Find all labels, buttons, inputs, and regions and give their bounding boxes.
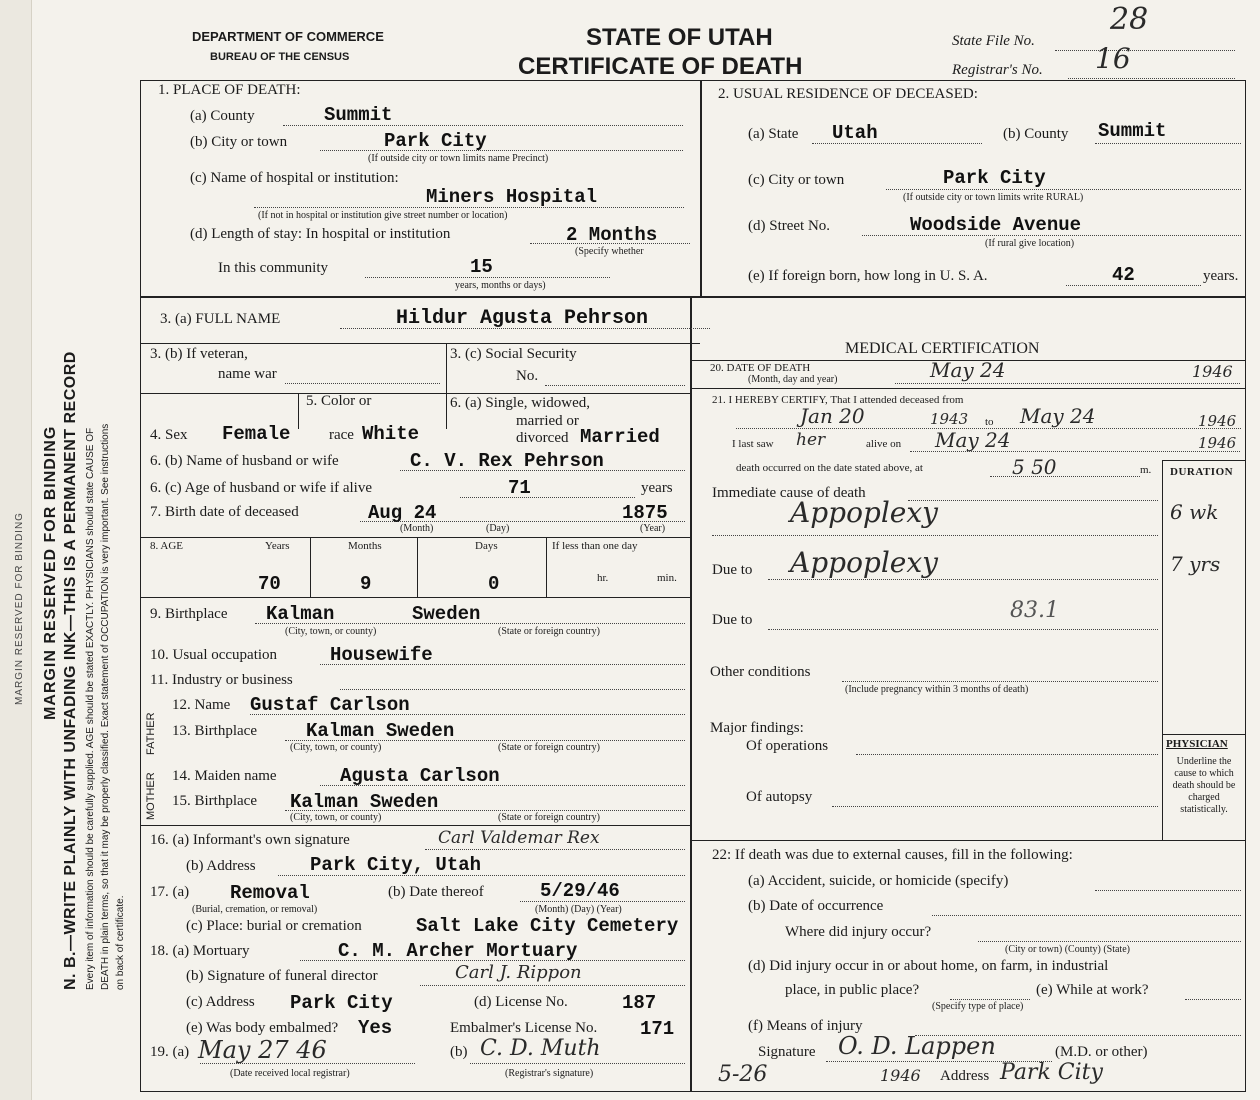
attended-to-label: to <box>985 416 994 428</box>
means-label: (f) Means of injury <box>748 1018 863 1034</box>
home-label-2: place, in public place? <box>785 982 920 998</box>
father-side-label: FATHER <box>145 712 157 755</box>
edge-binding-note: MARGIN RESERVED FOR BINDING <box>14 512 25 705</box>
veteran-label-2: name war <box>218 366 277 382</box>
sex-label: 4. Sex <box>150 427 188 443</box>
mortuary-address-value: Park City <box>290 992 393 1014</box>
received-date: May 27 46 <box>198 1036 327 1064</box>
age-months-value: 9 <box>360 573 372 595</box>
stay-note: (Specify whether <box>575 246 644 257</box>
autopsy-label: Of autopsy <box>746 789 813 805</box>
res-street-note: (If rural give location) <box>985 238 1075 249</box>
res-county-label: (b) County <box>1003 126 1069 142</box>
age-days-label: Days <box>475 540 498 552</box>
margin-instructions-2: DEATH in plain terms, so that it may be properly classified. Exact statement of OCCUPATION is very important. See instructions <box>100 423 111 990</box>
state-title: STATE OF UTAH <box>586 24 773 51</box>
marital-label-1: 6. (a) Single, widowed, <box>450 395 590 411</box>
home-label-1: (d) Did injury occur in or about home, on farm, in industrial <box>748 958 1109 974</box>
occurred-time: 5 50 <box>1012 455 1057 479</box>
community-value: 15 <box>470 256 493 278</box>
death-city-label: (b) City or town <box>190 134 288 150</box>
spouse-age-unit: years <box>641 480 673 496</box>
physician-signature: O. D. Lappen <box>838 1032 996 1060</box>
industry-label: 11. Industry or business <box>150 672 293 688</box>
occupation-value: Housewife <box>330 644 433 666</box>
disposition-note: (Burial, cremation, or removal) <box>192 904 318 915</box>
license-value: 187 <box>622 992 657 1014</box>
registrar-number-label: Registrar's No. <box>952 62 1043 78</box>
cause-code: 83.1 <box>1010 598 1059 623</box>
burial-place-value: Salt Lake City Cemetery <box>416 915 679 937</box>
embalmed-label: (e) Was body embalmed? <box>186 1020 339 1036</box>
father-birthplace-label: 13. Birthplace <box>172 723 257 739</box>
due-to-duration-1: 7 yrs <box>1170 552 1221 576</box>
stay-label: (d) Length of stay: In hospital or institution <box>190 226 451 242</box>
birthplace-country-note: (State or foreign country) <box>498 626 600 637</box>
funeral-director-label: (b) Signature of funeral director <box>186 968 378 984</box>
mother-maiden-label: 14. Maiden name <box>172 768 277 784</box>
alive-on-label: alive on <box>866 438 902 450</box>
external-causes-label: 22: If death was due to external causes, fill in the following: <box>712 847 1073 863</box>
ss-label: 3. (c) Social Security <box>450 346 577 362</box>
res-foreign-label: (e) If foreign born, how long in U. S. A. <box>748 268 988 284</box>
immediate-cause-value: Appoplexy <box>790 496 938 529</box>
ss-label-2: No. <box>516 368 539 384</box>
bureau-heading: BUREAU OF THE CENSUS <box>210 51 350 63</box>
birthplace-country: Sweden <box>412 603 481 625</box>
disposition-label: 17. (a) <box>150 884 190 900</box>
res-city-note: (If outside city or town limits write RURAL) <box>903 192 1084 203</box>
age-min-label: min. <box>657 572 677 584</box>
birth-date-label: 7. Birth date of deceased <box>150 504 299 520</box>
race-value: White <box>362 423 420 445</box>
sig-address-value: Park City <box>1000 1060 1103 1085</box>
death-city-note: (If outside city or town limits name Precinct) <box>368 153 549 164</box>
death-city-value: Park City <box>384 130 487 152</box>
death-county-label: (a) County <box>190 108 255 124</box>
sex-value: Female <box>222 423 291 445</box>
other-conditions-label: Other conditions <box>710 664 811 680</box>
father-bp-city-note: (City, town, or county) <box>290 742 382 753</box>
dod-year: 1946 <box>1192 362 1233 381</box>
duration-heading: DURATION <box>1170 466 1234 478</box>
informant-signature: Carl Valdemar Rex <box>438 828 600 848</box>
where-note: (City or town) (County) (State) <box>1005 944 1130 955</box>
marital-label-2: married or <box>516 413 579 429</box>
stay-value: 2 Months <box>566 224 658 246</box>
mother-bp-city-note: (City, town, or county) <box>290 812 382 823</box>
due-to-label-1: Due to <box>712 562 753 578</box>
mother-side-label: MOTHER <box>145 772 157 820</box>
margin-instructions-1: Every item of information should be carefully supplied. AGE should be stated EXACTLY. PHYSICIANS should state CAUSE OF <box>85 427 96 990</box>
death-county-value: Summit <box>324 104 393 126</box>
alive-on-value: May 24 <box>935 428 1011 452</box>
birthplace-city-note: (City, town, or county) <box>285 626 377 637</box>
alive-on-year: 1946 <box>1198 434 1237 452</box>
dod-note: (Month, day and year) <box>748 374 838 385</box>
res-street-value: Woodside Avenue <box>910 214 1082 236</box>
residence-heading: 2. USUAL RESIDENCE OF DECEASED: <box>718 86 978 102</box>
dod-label: 20. DATE OF DEATH <box>710 362 811 374</box>
informant-address-label: (b) Address <box>186 858 256 874</box>
physician-heading: PHYSICIAN <box>1166 738 1228 750</box>
father-bp-country-note: (State or foreign country) <box>498 742 600 753</box>
hospital-value: Miners Hospital <box>426 186 598 208</box>
attended-to-year: 1946 <box>1198 412 1237 430</box>
full-name-value: Hildur Agusta Pehrson <box>396 307 649 330</box>
hospital-note: (If not in hospital or institution give street number or location) <box>258 210 508 221</box>
age-less-label: If less than one day <box>552 540 638 552</box>
attended-to: May 24 <box>1020 404 1096 428</box>
date-thereof-note: (Month) (Day) (Year) <box>535 904 622 915</box>
last-saw-label: I last saw <box>732 438 774 450</box>
father-name-label: 12. Name <box>172 697 231 713</box>
informant-address-value: Park City, Utah <box>310 854 482 876</box>
occurrence-label: (b) Date of occurrence <box>748 898 884 914</box>
mortuary-address-label: (c) Address <box>186 994 255 1010</box>
received-note: (Date received local registrar) <box>230 1068 350 1079</box>
spouse-value: C. V. Rex Pehrson <box>410 450 604 472</box>
mortuary-label: 18. (a) Mortuary <box>150 943 250 959</box>
res-street-label: (d) Street No. <box>748 218 831 234</box>
community-label: In this community <box>218 260 328 276</box>
margin-binding-note: MARGIN RESERVED FOR BINDING <box>42 425 59 720</box>
funeral-director-signature: Carl J. Rippon <box>455 962 582 983</box>
certificate-title: CERTIFICATE OF DEATH <box>518 53 803 80</box>
res-foreign-unit: years. <box>1203 268 1239 284</box>
spouse-age-value: 71 <box>508 477 531 499</box>
mother-bp-country-note: (State or foreign country) <box>498 812 600 823</box>
major-findings-label: Major findings: <box>710 720 804 736</box>
medical-heading: MEDICAL CERTIFICATION <box>845 340 1040 357</box>
res-city-value: Park City <box>943 167 1046 189</box>
age-months-label: Months <box>348 540 382 552</box>
race-label: race <box>329 427 354 443</box>
state-file-number: 28 <box>1110 2 1149 37</box>
birth-month-day: Aug 24 <box>368 502 437 524</box>
registrar-number: 16 <box>1095 42 1131 75</box>
full-name-label: 3. (a) FULL NAME <box>160 311 281 327</box>
place-heading: 1. PLACE OF DEATH: <box>158 82 301 98</box>
res-county-value: Summit <box>1098 120 1167 142</box>
accident-label: (a) Accident, suicide, or homicide (specify) <box>748 873 1009 889</box>
work-label: (e) While at work? <box>1036 982 1149 998</box>
department-heading: DEPARTMENT OF COMMERCE <box>192 29 384 44</box>
age-years-value: 70 <box>258 573 281 595</box>
age-hr-label: hr. <box>597 572 609 584</box>
res-foreign-value: 42 <box>1112 264 1135 286</box>
birthplace-label: 9. Birthplace <box>150 606 228 622</box>
registrar-signature: C. D. Muth <box>480 1036 601 1061</box>
hospital-label: (c) Name of hospital or institution: <box>190 170 399 186</box>
birthplace-city: Kalman <box>266 603 335 625</box>
immediate-cause-label: Immediate cause of death <box>712 485 866 501</box>
embalmer-license-value: 171 <box>640 1018 675 1040</box>
birth-month-note: (Month) <box>400 523 434 534</box>
informant-label: 16. (a) Informant's own signature <box>150 832 350 848</box>
home-note: (Specify type of place) <box>932 1001 1024 1012</box>
attended-from: Jan 20 <box>800 404 865 428</box>
mortuary-value: C. M. Archer Mortuary <box>338 940 578 962</box>
certify-label: 21. I HEREBY CERTIFY, That I attended deceased from <box>712 394 964 406</box>
mother-birthplace-value: Kalman Sweden <box>290 791 439 813</box>
date-thereof-label: (b) Date thereof <box>388 884 484 900</box>
spouse-label: 6. (b) Name of husband or wife <box>150 453 339 469</box>
signature-date: 5-26 <box>718 1062 768 1087</box>
last-saw-who: her <box>796 430 826 450</box>
other-conditions-note: (Include pregnancy within 3 months of death) <box>845 684 1029 695</box>
license-label: (d) License No. <box>474 994 568 1010</box>
registrar-sig-note: (Registrar's signature) <box>505 1068 594 1079</box>
sig-address-label: Address <box>940 1068 990 1084</box>
birth-year: 1875 <box>622 502 668 524</box>
burial-place-label: (c) Place: burial or cremation <box>186 918 362 934</box>
veteran-label: 3. (b) If veteran, <box>150 346 248 362</box>
where-label: Where did injury occur? <box>785 924 932 940</box>
signature-year: 1946 <box>880 1066 921 1085</box>
father-birthplace-value: Kalman Sweden <box>306 720 455 742</box>
margin-write-note: N. B.—WRITE PLAINLY WITH UNFADING INK—THIS IS A PERMANENT RECORD <box>62 351 79 990</box>
embalmer-license-label: Embalmer's License No. <box>450 1020 598 1036</box>
dod-value: May 24 <box>930 358 1006 382</box>
age-years-label: Years <box>265 540 290 552</box>
birth-year-note: (Year) <box>640 523 666 534</box>
occurred-label: death occurred on the date stated above, at <box>736 462 923 474</box>
disposition-value: Removal <box>230 882 310 904</box>
occurred-m: m. <box>1140 464 1152 476</box>
attended-from-year: 1943 <box>930 410 969 428</box>
state-file-label: State File No. <box>952 33 1035 49</box>
signature-label: Signature <box>758 1044 816 1060</box>
age-days-value: 0 <box>488 573 500 595</box>
marital-label-3: divorced <box>516 430 569 446</box>
birth-day-note: (Day) <box>486 523 510 534</box>
immediate-duration: 6 wk <box>1170 500 1219 524</box>
due-to-value-1: Appoplexy <box>790 546 938 579</box>
md-label: (M.D. or other) <box>1055 1044 1148 1060</box>
res-city-label: (c) City or town <box>748 172 845 188</box>
mother-maiden-value: Agusta Carlson <box>340 765 500 787</box>
res-state-label: (a) State <box>748 126 799 142</box>
received-label: 19. (a) <box>150 1044 190 1060</box>
registrar-sig-label: (b) <box>450 1044 468 1060</box>
color-label: 5. Color or <box>306 393 372 409</box>
mother-birthplace-label: 15. Birthplace <box>172 793 257 809</box>
due-to-label-2: Due to <box>712 612 753 628</box>
physician-note: Underline the cause to which death should be charged statistically. <box>1172 756 1236 815</box>
embalmed-value: Yes <box>358 1017 393 1039</box>
operations-label: Of operations <box>746 738 829 754</box>
spouse-age-label: 6. (c) Age of husband or wife if alive <box>150 480 373 496</box>
marital-value: Married <box>580 426 660 448</box>
age-label: 8. AGE <box>150 540 183 552</box>
res-state-value: Utah <box>832 122 878 144</box>
occupation-label: 10. Usual occupation <box>150 647 278 663</box>
date-thereof-value: 5/29/46 <box>540 880 620 902</box>
community-note: years, months or days) <box>455 280 546 291</box>
margin-instructions-3: on back of certificate. <box>115 895 126 990</box>
father-name-value: Gustaf Carlson <box>250 694 410 716</box>
